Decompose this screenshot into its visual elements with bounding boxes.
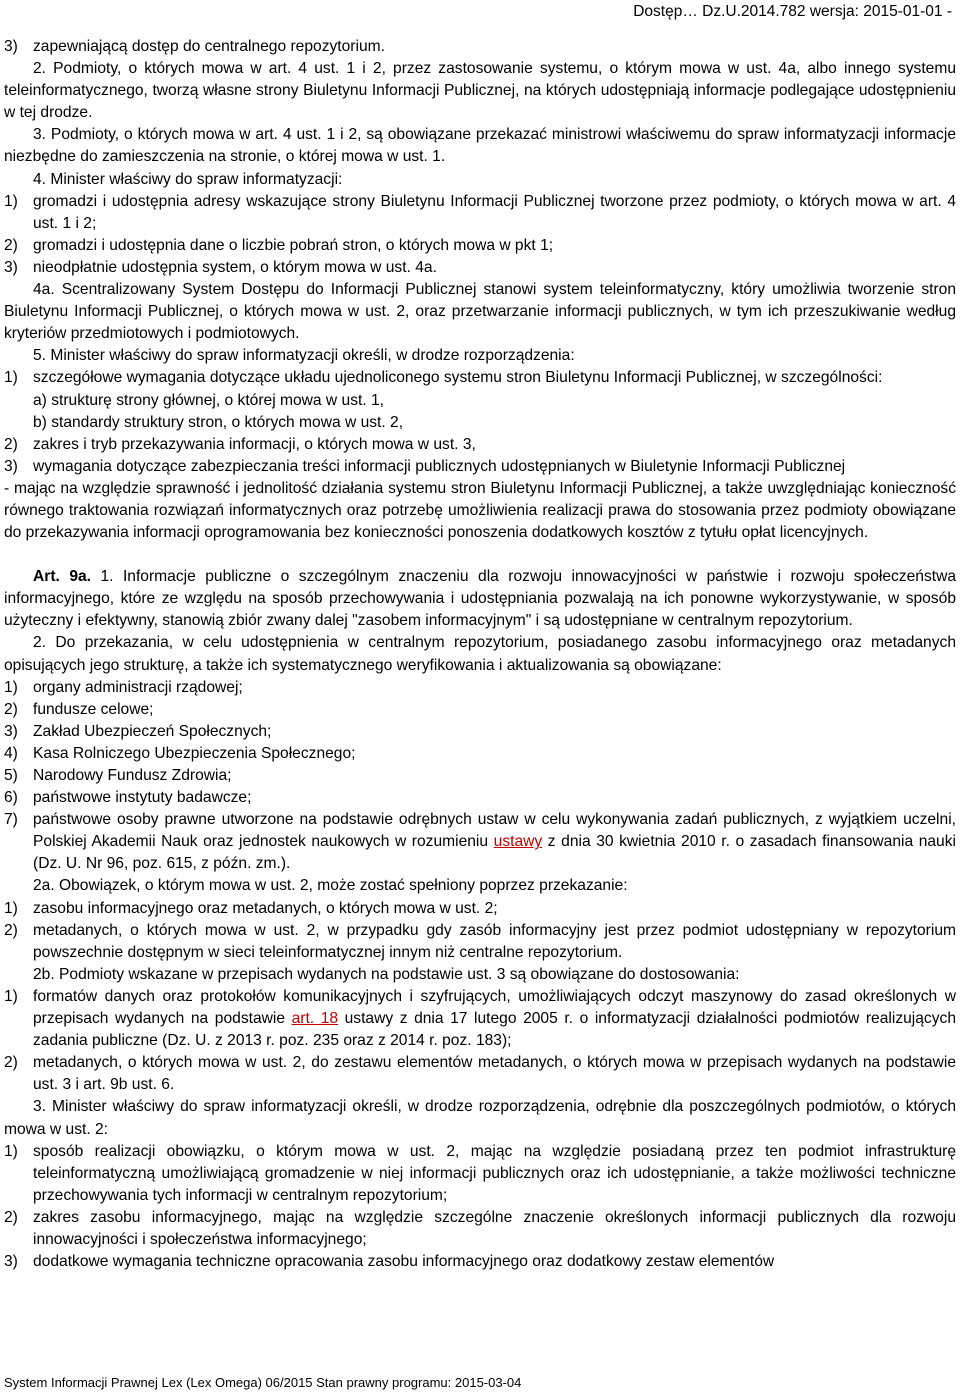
list-item <box>4 699 956 721</box>
list-item <box>4 898 956 920</box>
item-number: 3) <box>4 457 18 475</box>
item-number: 2) <box>4 921 18 939</box>
list-item <box>4 986 956 1052</box>
item-number: 2) <box>4 1208 18 1226</box>
item-number: 1) <box>4 1142 18 1160</box>
item-text: Narodowy Fundusz Zdrowia; <box>33 767 232 784</box>
item-number: 3) <box>4 722 18 740</box>
article-9a-paragraph-2: 2. Do przekazania, w celu udostępnienia w centralnym repozytorium, posiadanego zasobu informacyjnego oraz metadanych opisujących jego strukturę, a także ich systematycznego weryfikowania i aktualizowania są obowiązane: <box>4 634 956 674</box>
paragraph-2a: 2a. Obowiązek, o którym mowa w ust. 2, może zostać spełniony poprzez przekazanie: <box>33 877 628 895</box>
list-item <box>4 257 956 279</box>
list-item <box>4 1251 956 1273</box>
ustawy-link[interactable]: ustawy <box>493 833 543 851</box>
item-text: gromadzi i udostępnia dane o liczbie pobrań stron, o których mowa w pkt 1; <box>33 236 554 254</box>
paragraph-5: 5. Minister właściwy do spraw informatyzacji określi, w drodze rozporządzenia: <box>33 347 575 365</box>
item-text: zakres zasobu informacyjnego, mając na względzie szczególne znaczenie określonych informacji publicznych dla rozwoju innowacyjności i społeczeństwa informacyjnego; <box>33 1208 956 1248</box>
page-header: Dostęp… Dz.U.2014.782 wersja: 2015-01-01 - <box>633 3 952 20</box>
item-text-before: państwowe osoby prawne utworzone na podstawie odrębnych ustaw w celu wykonywania zadań publicznych, z wyjątkiem uczelni, Polskiej Akademii Nauk oraz jednostek naukowych w rozumieniu <box>33 811 956 851</box>
item-number: 1) <box>4 987 18 1005</box>
paragraph-3-art9a: 3. Minister właściwy do spraw informatyzacji określi, w drodze rozporządzenia, odrębnie dla poszczególnych podmiotów, o których mowa w ust. 2: <box>4 1098 956 1138</box>
list-item <box>4 721 956 743</box>
article-label: Art. 9a. <box>33 568 92 586</box>
item-number: 2) <box>4 435 18 453</box>
item-text: wymagania dotyczące zabezpieczania treści informacji publicznych udostępnianych w Biuletynie Informacji Publicznej <box>33 457 846 475</box>
item-text: organy administracji rządowej; <box>33 678 243 696</box>
item-text: fundusze celowe; <box>33 700 154 718</box>
item-text <box>33 809 956 875</box>
item-text: zakres i tryb przekazywania informacji, o których mowa w ust. 3, <box>33 435 476 453</box>
item-number: 3) <box>4 1253 18 1271</box>
item-text-after: ustawy z dnia 17 lutego 2005 r. o informatyzacji działalności podmiotów realizujących zadania publiczne (Dz. U. z 2013 r. poz. 235 oraz z 2014 r. poz. 183); <box>33 1010 956 1050</box>
item-text <box>33 986 956 1052</box>
list-item <box>4 191 956 235</box>
paragraph-5-tail: - mając na względzie sprawność i jednolitość działania systemu stron Biuletynu Informacji Publicznej, a także uwzględniając konieczność równego traktowania rozwiązań informatycznych oraz potrzebę umożliwienia realizacji prawa do stosowania przez podmioty obowiązane do przekazywania informacji oprogramowania bez konieczności ponoszenia dodatkowych kosztów z tytułu opłat licencyjnych. <box>4 479 956 542</box>
article-text: 1. Informacje publiczne o szczególnym znaczeniu dla rozwoju innowacyjności w państwie i rozwoju społeczeństwa informacyjnego, które ze względu na sposób przechowywania i udostępniania pozwalają na ich ponowne wykorzystywanie, w sposób użyteczny i efektywny, stanowią zbiór zwany dalej "zasobem informacyjnym" i są udostępniane w centralnym repozytorium. <box>4 568 957 630</box>
item-number: 2) <box>4 236 18 254</box>
item-number: 6) <box>4 789 18 807</box>
item-text-before: formatów danych oraz protokołów komunikacyjnych i szyfrujących, umożliwiających odczyt maszynowy do zasad określonych w przepisach wydanych na podstawie <box>33 987 956 1028</box>
item-number: 1) <box>4 369 18 387</box>
item-number: 1) <box>4 192 18 210</box>
list-item <box>4 809 956 875</box>
item-number: 4) <box>4 744 18 762</box>
list-item <box>4 1207 956 1251</box>
page-footer: System Informacji Prawnej Lex (Lex Omega) 06/2015 Stan prawny programu: 2015-03-04 <box>4 1375 522 1390</box>
article-9a-paragraph-1 <box>4 566 956 632</box>
item-text: nieodpłatnie udostępnia system, o którym mowa w ust. 4a. <box>33 258 437 276</box>
list-item <box>4 456 956 478</box>
item-text: Zakład Ubezpieczeń Społecznych; <box>33 722 272 740</box>
list-item <box>4 367 956 389</box>
item-text: państwowe instytuty badawcze; <box>33 789 252 807</box>
item-number: 2) <box>4 700 18 718</box>
paragraph-4a: 4a. Scentralizowany System Dostępu do Informacji Publicznej stanowi system teleinformatyczny, który umożliwia tworzenie stron Biuletynu Informacji Publicznej, o których mowa w ust. 2, oraz przetwarzanie informacji publicznych, w tym ich przeszukiwanie według kryteriów przedmiotowych i podmiotowych. <box>4 281 956 343</box>
item-number: 7) <box>4 811 18 829</box>
paragraph-3: 3. Podmioty, o których mowa w art. 4 ust. 1 i 2, są obowiązane przekazać ministrowi właściwemu do spraw informatyzacji informacje niezbędne do zamieszczenia na stronie, o której mowa w ust. 1. <box>4 126 956 166</box>
list-item <box>4 677 956 699</box>
item-number: 1) <box>4 678 18 696</box>
item-text: szczegółowe wymagania dotyczące układu ujednoliconego systemu stron Biuletynu Informacji Publicznej, w szczególności: <box>33 369 883 387</box>
list-item <box>4 743 956 765</box>
item-number: 3) <box>4 38 18 55</box>
item-text: dodatkowe wymagania techniczne opracowania zasobu informacyjnego oraz dodatkowy zestaw elementów <box>33 1253 775 1271</box>
item-text: Kasa Rolniczego Ubezpieczenia Społecznego; <box>33 744 356 762</box>
item-text: metadanych, o których mowa w ust. 2, w przypadku gdy zasób informacyjny jest przez podmiot udostępniany w repozytorium powszechnie dostępnym w sieci teleinformatycznej innym niż centralne repozytorium. <box>33 921 956 961</box>
list-item <box>4 1141 956 1207</box>
art-18-link[interactable]: art. 18 <box>291 1010 339 1028</box>
list-item <box>4 765 956 787</box>
sub-item-b: b) standardy struktury stron, o których mowa w ust. 2, <box>33 413 404 431</box>
item-text: zasobu informacyjnego oraz metadanych, o których mowa w ust. 2; <box>33 899 498 917</box>
item-number: 3) <box>4 258 18 276</box>
item-text: gromadzi i udostępnia adresy wskazujące strony Biuletynu Informacji Publicznej tworzone przez podmioty, o których mowa w art. 4 ust. 1 i 2; <box>33 192 956 232</box>
sub-item-a: a) strukturę strony głównej, o której mowa w ust. 1, <box>33 391 384 409</box>
list-item <box>4 920 956 964</box>
item-text: sposób realizacji obowiązku, o którym mowa w ust. 2, mając na względzie posiadaną przez ten podmiot infrastrukturę teleinformatyczną umożliwiającą gromadzenie w niej informacji publicznych oraz ich udostępnianie, a także możliwości techniczne przechowywania tych informacji w centralnym repozytorium; <box>33 1142 956 1204</box>
item-text: zapewniającą dostęp do centralnego repozytorium. <box>33 38 385 55</box>
list-item <box>4 787 956 809</box>
list-item <box>4 1052 956 1096</box>
list-item <box>4 434 956 456</box>
paragraph-2: 2. Podmioty, o których mowa w art. 4 ust. 1 i 2, przez zastosowanie systemu, o którym mowa w ust. 4a, albo innego systemu teleinformatycznego, tworzą własne strony Biuletynu Informacji Publicznej, na których udostępniają informacje podlegające udostępnieniu w tej drodze. <box>4 60 956 122</box>
item-text-after: z dnia 30 kwietnia 2010 r. o zasadach finansowania nauki (Dz. U. Nr 96, poz. 615, z późn. zm.). <box>33 833 956 873</box>
item-number: 1) <box>4 899 18 917</box>
document-body <box>4 36 956 1273</box>
item-number: 2) <box>4 1054 18 1072</box>
spacer <box>4 544 956 566</box>
list-item <box>4 235 956 257</box>
list-item <box>4 36 956 58</box>
item-number: 5) <box>4 767 18 784</box>
paragraph-2b: 2b. Podmioty wskazane w przepisach wydanych na podstawie ust. 3 są obowiązane do dostosowania: <box>33 965 740 983</box>
paragraph-4: 4. Minister właściwy do spraw informatyzacji: <box>33 170 343 188</box>
item-text: metadanych, o których mowa w ust. 2, do zestawu elementów metadanych, o których mowa w przepisach wydanych na podstawie ust. 3 i art. 9b ust. 6. <box>33 1054 956 1094</box>
